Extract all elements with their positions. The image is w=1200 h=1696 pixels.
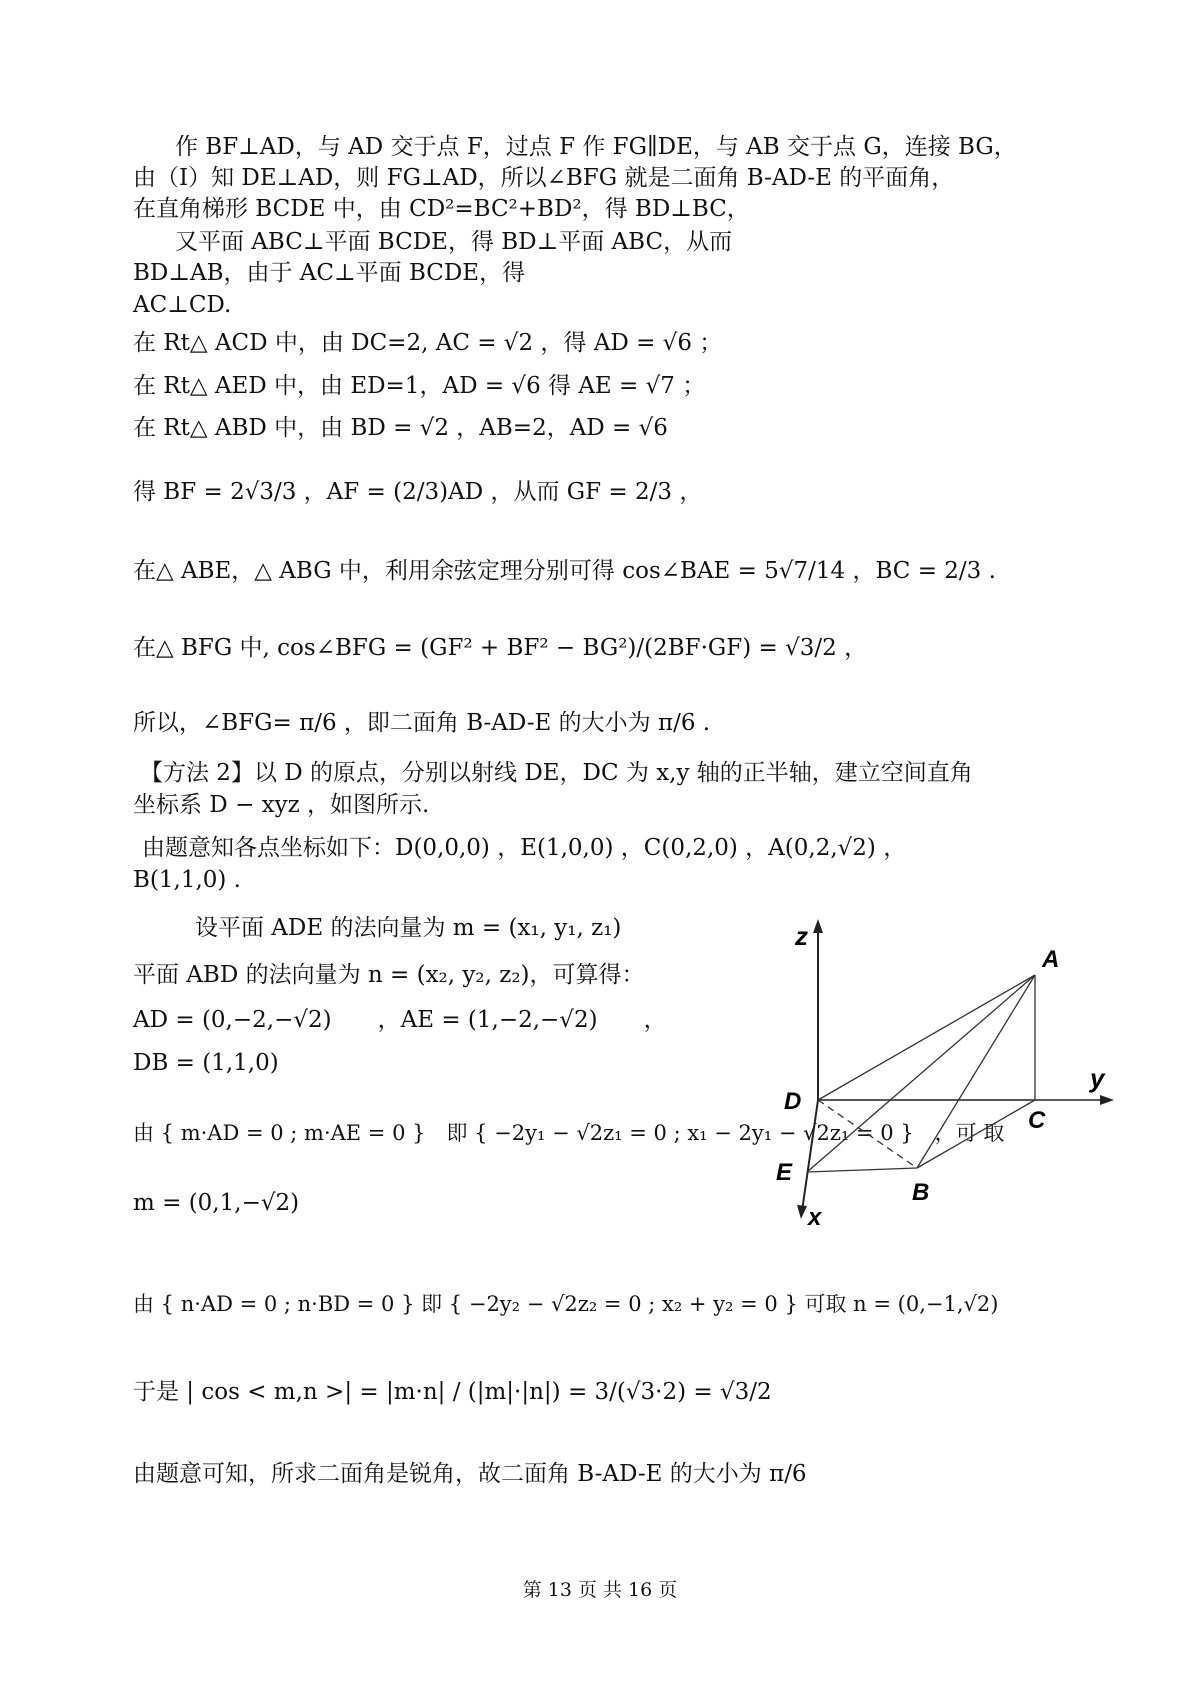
label-C: C [1028, 1107, 1046, 1134]
text-line: m = (0,1,−√2) [133, 1190, 300, 1216]
text-line: 得 BF = 2√3/3 ，AF = (2/3)AD ，从而 GF = 2/3 ， [133, 479, 703, 505]
label-z: z [795, 921, 808, 951]
coordinate-figure [770, 915, 1120, 1235]
label-y: y [1090, 1063, 1105, 1093]
z-axis-arrow [813, 919, 823, 933]
text-line: 在 Rt△ AED 中，由 ED=1，AD = √6 得 AE = √7 ； [133, 373, 706, 399]
text-line: 平面 ABD 的法向量为 n = (x₂, y₂, z₂)，可算得： [133, 962, 645, 988]
y-axis-arrow [1100, 1095, 1114, 1105]
edge-BA [917, 975, 1035, 1168]
text-line: BD⊥AB，由于 AC⊥平面 BCDE，得 [133, 260, 526, 286]
text-line: AD = (0,−2,−√2) ，AE = (1,−2,−√2) ， [133, 1007, 667, 1033]
text-line: 由（Ⅰ）知 DE⊥AD，则 FG⊥AD，所以∠BFG 就是二面角 B-AD-E 的平面角， [133, 165, 955, 191]
text-line: 由 { n·AD = 0 ; n·BD = 0 } 即 { −2y₂ − √2z₂ = 0 ; x₂ + y₂ = 0 } 可取 n = (0,−1,√2) [133, 1292, 999, 1316]
text-line: 于是 | cos < m,n >| = |m·n| / (|m|·|n|) = 3/(√3·2) = √3/2 [133, 1379, 772, 1405]
text-line: 由题意知各点坐标如下：D(0,0,0) ，E(1,0,0) ，C(0,2,0) ，A(0,2,√2) ， [142, 835, 907, 861]
text-line: 在△ BFG 中, cos∠BFG = (GF² + BF² − BG²)/(2BF·GF) = √3/2 ， [133, 635, 868, 661]
text-line: 在直角梯形 BCDE 中，由 CD²=BC²+BD²，得 BD⊥BC， [133, 196, 750, 222]
label-B: B [912, 1179, 930, 1206]
edge-EA [807, 975, 1035, 1172]
label-D: D [784, 1088, 802, 1115]
edge-BC [917, 1100, 1035, 1168]
text-line: 作 BF⊥AD，与 AD 交于点 F，过点 F 作 FG∥DE，与 AB 交于点 G，连接 BG， [175, 134, 1017, 160]
text-line: 坐标系 D − xyz ，如图所示. [133, 792, 430, 818]
label-A: A [1042, 946, 1060, 973]
text-line: 在 Rt△ ACD 中，由 DC=2, AC = √2 ，得 AD = √6 ； [133, 330, 723, 356]
edge-DB [818, 1100, 917, 1168]
text-line: DB = (1,1,0) [133, 1050, 279, 1076]
x-axis [802, 1100, 818, 1211]
text-line: 由题意可知，所求二面角是锐角，故二面角 B-AD-E 的大小为 π/6 [133, 1461, 807, 1487]
edge-EB [807, 1168, 917, 1172]
edge-DA [818, 975, 1035, 1100]
text-line: 在△ ABE，△ ABG 中，利用余弦定理分别可得 cos∠BAE = 5√7/14 ，BC = 2/3 . [133, 558, 996, 584]
text-line: 又平面 ABC⊥平面 BCDE，得 BD⊥平面 ABC，从而 [175, 229, 733, 255]
text-line: 所以，∠BFG= π/6 ，即二面角 B-AD-E 的大小为 π/6 . [133, 710, 711, 736]
label-x: x [808, 1204, 822, 1231]
label-E: E [776, 1159, 793, 1186]
text-line: 在 Rt△ ABD 中，由 BD = √2 ，AB=2，AD = √6 [133, 415, 668, 441]
text-line: 由 { m·AD = 0 ; m·AE = 0 } 即 { −2y₁ − √2z₁ = 0 ; x₁ − 2y₁ − √2z₁ = 0 } ，可 取 [133, 1121, 1005, 1145]
x-axis-arrow [797, 1205, 807, 1219]
text-line: 设平面 ADE 的法向量为 m = (x₁, y₁, z₁) [195, 915, 622, 941]
page-footer: 第 13 页 共 16 页 [522, 1579, 678, 1601]
text-line: AC⊥CD. [133, 292, 232, 318]
text-line: 【方法 2】以 D 的原点，分别以射线 DE，DC 为 x,y 轴的正半轴，建立空间直角 [140, 760, 973, 786]
text-line: B(1,1,0) . [133, 867, 241, 893]
